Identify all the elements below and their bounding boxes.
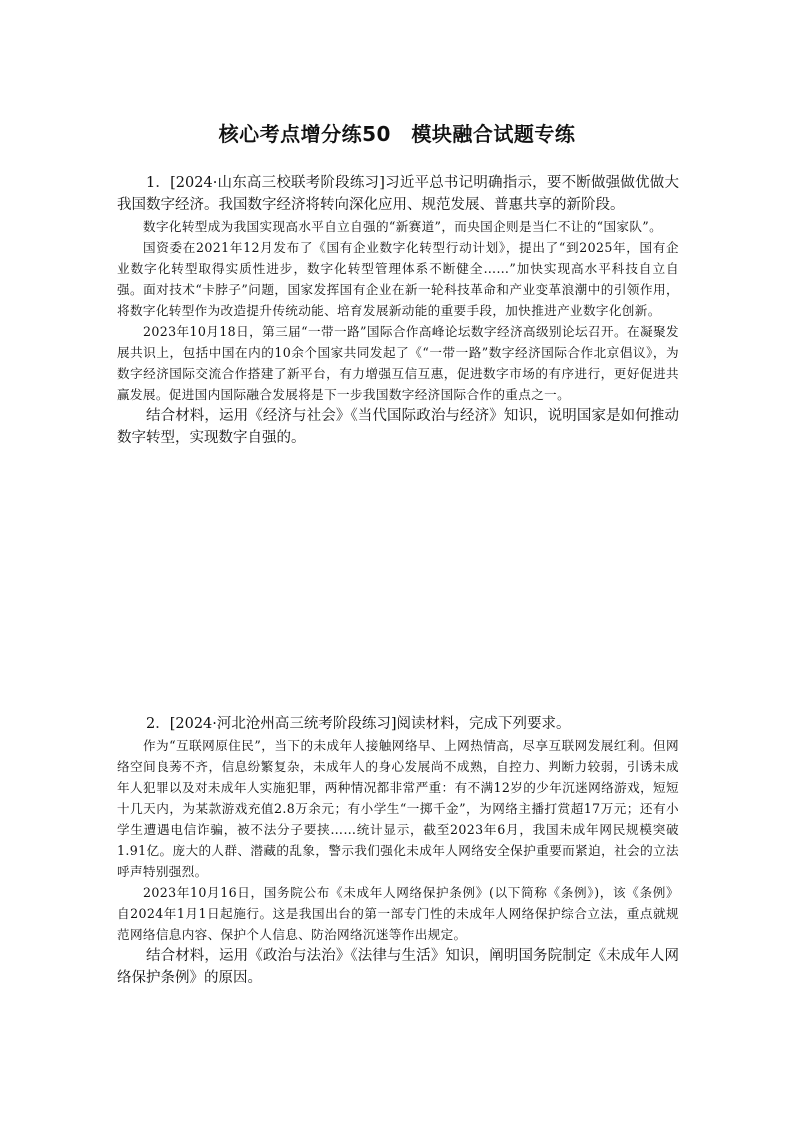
question-1-stem: 1．[2024·山东高三校联考阶段练习]习近平总书记明确指示，要不断做强做优做大我国数字经济。我国数字经济将转向深化应用、规范发展、普惠共享的新阶段。: [117, 175, 679, 213]
question-1-material-2: 国资委在2021年12月发布了《国有企业数字化转型行动计划》，提出了“到2025年，国有企业数字化转型取得实质性进步，数字化转型管理体系不断健全……”加快实现高水平科技自立自强。面对技术“卡脖子”问题，国家发挥国有企业在新一轮科技革命和产业变革浪潮中的引领作用，将数字化转型作为改造提升传统动能、培育发展新动能的重要手段，加快推进产业数字化创新。: [117, 240, 679, 318]
question-1-material-1: 数字化转型成为我国实现高水平自立自强的“新赛道”，而央国企则是当仁不让的“国家队”。: [143, 219, 663, 234]
question-2-prompt: 结合材料，运用《政治与法治》《法律与生活》知识，阐明国务院制定《未成年人网络保护条例》的原因。: [117, 948, 679, 986]
question-1-material-3: 2023年10月18日，第三届“一带一路”国际合作高峰论坛数字经济高级别论坛召开。在凝聚发展共识上，包括中国在内的10余个国家共同发起了《“一带一路”数字经济国际合作北京倡议》，为数字经济国际交流合作搭建了新平台，有力增强互信互惠，促进数字市场的有序进行，更好促进共赢发展。促进国内国际融合发展将是下一步我国数字经济国际合作的重点之一。: [117, 324, 679, 402]
question-2-material-2: 2023年10月16日，国务院公布《未成年人网络保护条例》(以下简称《条例》)，该《条例》自2024年1月1日起施行。这是我国出台的第一部专门性的未成年人网络保护综合立法，重点就规范网络信息内容、保护个人信息、防治网络沉迷等作出规定。: [117, 885, 679, 942]
question-1: [117, 172, 679, 649]
page-title: 核心考点增分练50 模块融合试题专练: [218, 122, 576, 146]
question-2: [117, 713, 679, 989]
question-1-prompt: 结合材料，运用《经济与社会》《当代国际政治与经济》知识，说明国家是如何推动数字转型，实现数字自强的。: [117, 408, 679, 446]
question-2-material-1: 作为“互联网原住民”，当下的未成年人接触网络早、上网热情高，尽享互联网发展红利。但网络空间良莠不齐，信息纷繁复杂，未成年人的身心发展尚不成熟，自控力、判断力较弱，引诱未成年人犯罪以及对未成年人实施犯罪，两种情况都非常严重：有不满12岁的少年沉迷网络游戏，短短十几天内，为某款游戏充值2.8万余元；有小学生“一掷千金”，为网络主播打赏超17万元；还有小学生遭遇电信诈骗，被不法分子要挟……统计显示，截至2023年6月，我国未成年网民规模突破1.91亿。庞大的人群、潜藏的乱象，警示我们强化未成年人网络安全保护重要而紧迫，社会的立法呼声特别强烈。: [117, 738, 679, 879]
question-2-stem: 2．[2024·河北沧州高三统考阶段练习]阅读材料，完成下列要求。: [146, 716, 571, 732]
answer-space: [117, 449, 679, 649]
